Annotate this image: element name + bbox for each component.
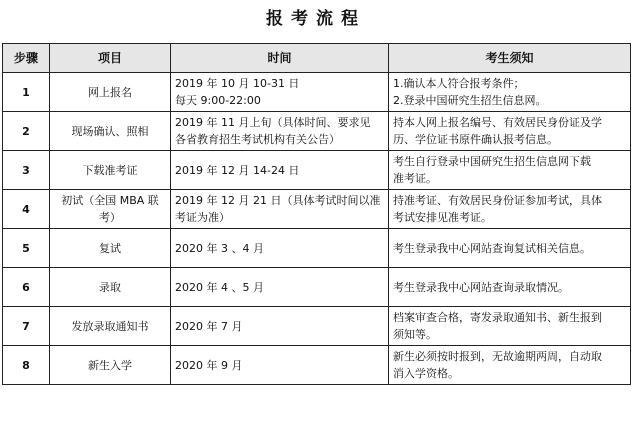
table-row [3, 307, 631, 346]
time-line: 2019 年 11 月上旬（具体时间、要求见 [175, 116, 371, 129]
time-line: 2020 年 9 月 [175, 358, 243, 372]
time-line: 2019 年 12 月 14-24 日 [175, 163, 300, 177]
time-cell [171, 190, 389, 229]
time-line: 2019 年 12 月 21 日（具体考试时间以准 [175, 194, 381, 207]
time-line: 2019 年 10 月 10-31 日 [175, 77, 300, 90]
page-title: 报考流程 [266, 9, 366, 29]
step-number: 6 [3, 268, 50, 307]
notes-line: 须知等。 [393, 328, 437, 341]
item-name: 录取 [50, 268, 171, 307]
item-name: 新生入学 [50, 346, 171, 385]
notes-cell [389, 151, 631, 190]
step-number: 7 [3, 307, 50, 346]
header-step: 步骤 [3, 44, 50, 73]
notes-line: 考生登录我中心网站查询录取情况。 [393, 280, 569, 294]
notes-cell [389, 307, 631, 346]
step-number: 2 [3, 112, 50, 151]
notes-line: 持准考证、有效居民身份证参加考试，具体 [393, 194, 602, 207]
notes-line: 准考证。 [393, 172, 437, 185]
table-row [3, 346, 631, 385]
notes-cell [389, 73, 631, 112]
table-row [3, 229, 631, 268]
notes-line: 持本人网上报名编号、有效居民身份证及学 [393, 116, 602, 129]
time-line: 各省教育招生考试机构有关公告） [175, 133, 340, 146]
process-table [2, 43, 631, 385]
table-row [3, 268, 631, 307]
step-number: 1 [3, 73, 50, 112]
item-name: 网上报名 [50, 73, 171, 112]
notes-line: 2.登录中国研究生招生信息网。 [393, 94, 547, 107]
table-row [3, 73, 631, 112]
time-cell [171, 346, 389, 385]
notes-line: 考试安排见准考证。 [393, 211, 492, 224]
item-name: 复试 [50, 229, 171, 268]
header-item: 项目 [50, 44, 171, 73]
item-name: 下载准考证 [50, 151, 171, 190]
time-cell [171, 268, 389, 307]
table-row [3, 112, 631, 151]
notes-line: 考生自行登录中国研究生招生信息网下载 [393, 155, 591, 168]
notes-cell [389, 268, 631, 307]
time-cell [171, 229, 389, 268]
step-number: 8 [3, 346, 50, 385]
notes-line: 1.确认本人符合报考条件； [393, 77, 525, 90]
notes-cell [389, 112, 631, 151]
item-name: 现场确认、照相 [50, 112, 171, 151]
notes-line: 历、学位证书原件确认报考信息。 [393, 133, 558, 146]
step-number: 3 [3, 151, 50, 190]
notes-cell [389, 190, 631, 229]
table-row [3, 190, 631, 229]
time-cell [171, 73, 389, 112]
notes-cell [389, 346, 631, 385]
item-name: 发放录取通知书 [50, 307, 171, 346]
time-line: 2020 年 3 、4 月 [175, 241, 264, 255]
notes-line: 新生必须按时报到，无故逾期两周，自动取 [393, 350, 602, 363]
notes-cell [389, 229, 631, 268]
notes-line: 消入学资格。 [393, 367, 459, 380]
header-notes: 考生须知 [389, 44, 631, 73]
time-line: 2020 年 4 、5 月 [175, 280, 264, 294]
step-number: 4 [3, 190, 50, 229]
time-cell [171, 307, 389, 346]
table-header-row [3, 44, 631, 73]
time-line: 考证为准） [175, 211, 230, 224]
time-line: 2020 年 7 月 [175, 319, 243, 333]
notes-line: 档案审查合格，寄发录取通知书、新生报到 [393, 311, 602, 324]
time-cell [171, 151, 389, 190]
time-cell [171, 112, 389, 151]
time-line: 每天 9:00-22:00 [175, 94, 261, 107]
header-time: 时间 [171, 44, 389, 73]
table-row [3, 151, 631, 190]
notes-line: 考生登录我中心网站查询复试相关信息。 [393, 241, 591, 255]
step-number: 5 [3, 229, 50, 268]
item-name: 初试（全国 MBA 联考） [50, 190, 171, 229]
